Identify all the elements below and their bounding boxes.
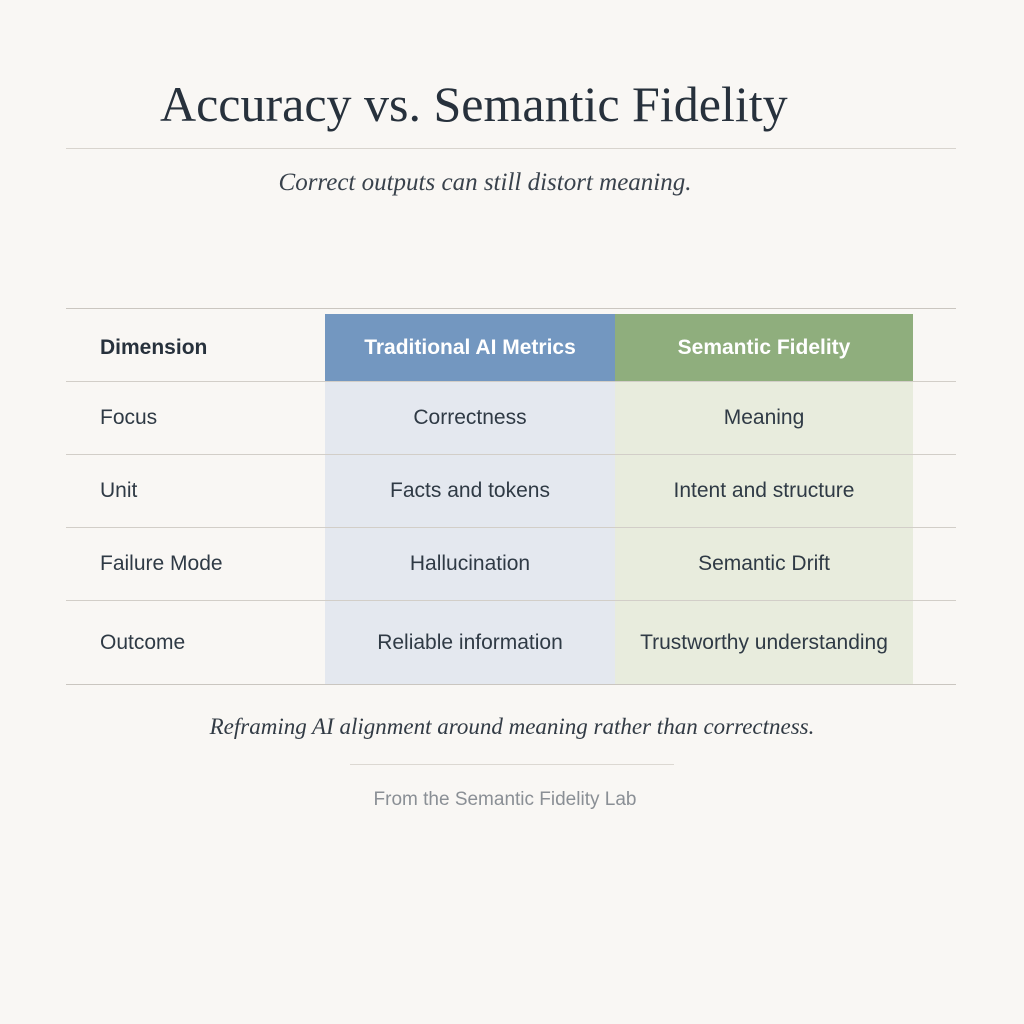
table-row-outcome-dimension: Outcome xyxy=(100,630,186,654)
table-row-failure-mode-traditional: Hallucination xyxy=(409,552,531,575)
table-bottom-border xyxy=(66,684,956,685)
header-traditional-ai-metrics: Traditional AI Metrics xyxy=(325,314,615,381)
footer-credit: From the Semantic Fidelity Lab xyxy=(373,789,637,810)
table-row-outcome-traditional: Reliable information xyxy=(377,630,563,654)
table-row-outcome-semantic: Trustworthy understanding xyxy=(640,630,888,654)
table-row-focus-semantic: Meaning xyxy=(723,406,805,429)
table-row-unit-dimension: Unit xyxy=(100,479,138,502)
header-dimension: Dimension xyxy=(100,335,208,359)
subtitle: Correct outputs can still distort meaning. xyxy=(278,169,692,196)
table-row-unit-semantic: Intent and structure xyxy=(673,479,855,502)
table-row-failure-mode-dimension: Failure Mode xyxy=(100,552,223,575)
page-title: Accuracy vs. Semantic Fidelity xyxy=(160,76,788,132)
table-top-border xyxy=(66,308,956,309)
footer-divider xyxy=(350,764,674,765)
table-row-unit-traditional: Facts and tokens xyxy=(390,479,550,502)
title-divider xyxy=(66,148,956,149)
table-row-focus-dimension: Focus xyxy=(100,406,158,429)
table-row-failure-mode-semantic: Semantic Drift xyxy=(698,552,830,575)
caption: Reframing AI alignment around meaning rather than correctness. xyxy=(209,714,815,739)
table-row-focus-traditional: Correctness xyxy=(413,406,527,429)
comparison-table xyxy=(66,308,956,685)
header-semantic-fidelity: Semantic Fidelity xyxy=(615,314,913,381)
